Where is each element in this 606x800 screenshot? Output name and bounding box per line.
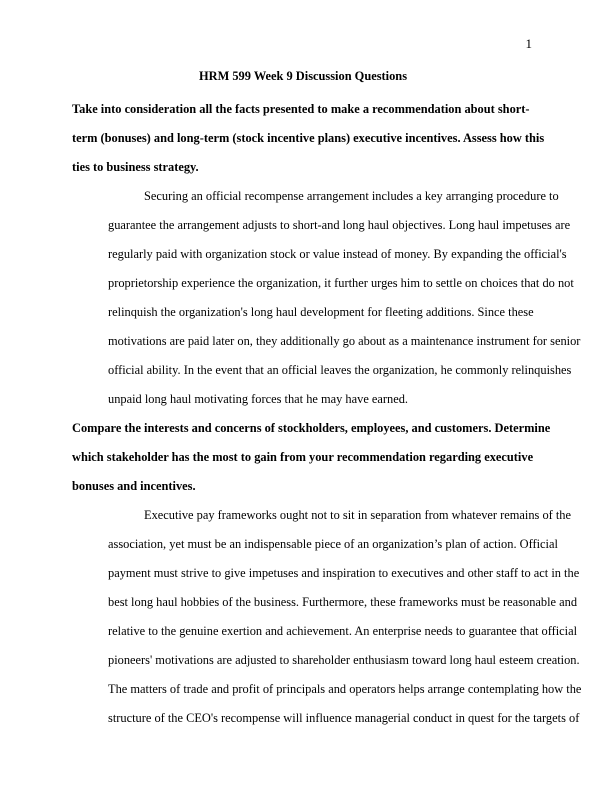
text-line: Take into consideration all the facts presented to make a recommendation about short- (72, 102, 530, 116)
text-line: Executive pay frameworks ought not to sit in separation from whatever remains of the (144, 508, 572, 522)
text-line: structure of the CEO's recompense will influence managerial conduct in quest for the targets of (108, 711, 580, 725)
text-line: motivations are paid later on, they additionally go about as a maintenance instrument for senior (108, 334, 581, 348)
text-line: regularly paid with organization stock or value instead of money. By expanding the official's (108, 247, 567, 261)
text-line: best long haul hobbies of the business. Furthermore, these frameworks must be reasonable and (108, 595, 578, 609)
text-line: Securing an official recompense arrangement includes a key arranging procedure to (144, 189, 559, 203)
page-number: 1 (525, 36, 532, 51)
document-body (72, 95, 582, 733)
text-line: guarantee the arrangement adjusts to short-and long haul objectives. Long haul impetuses are (108, 218, 571, 232)
answer-2 (72, 501, 582, 733)
text-line: association, yet must be an indispensable piece of an organization’s plan of action. Official (108, 537, 558, 551)
text-line: relinquish the organization's long haul development for fleeting additions. Since these (108, 305, 534, 319)
text-line: bonuses and incentives. (72, 479, 196, 493)
question-1 (72, 95, 545, 182)
text-line: term (bonuses) and long-term (stock incentive plans) executive incentives. Assess how this (72, 131, 545, 145)
text-line: proprietorship experience the organization, it further urges him to settle on choices that do not (108, 276, 574, 290)
question-2 (72, 414, 551, 501)
text-line: Compare the interests and concerns of stockholders, employees, and customers. Determine (72, 421, 551, 435)
text-line: The matters of trade and profit of principals and operators helps arrange contemplating how the (108, 682, 582, 696)
text-line: ties to business strategy. (72, 160, 199, 174)
text-line: payment must strive to give impetuses and inspiration to executives and other staff to act in the (108, 566, 580, 580)
text-line: official ability. In the event that an official leaves the organization, he commonly relinquishes (108, 363, 572, 377)
answer-1 (72, 182, 581, 414)
text-line: unpaid long haul motivating forces that he may have earned. (108, 392, 409, 406)
document-title: HRM 599 Week 9 Discussion Questions (198, 69, 408, 83)
text-line: relative to the genuine exertion and achievement. An enterprise needs to guarantee that official (108, 624, 578, 638)
text-line: which stakeholder has the most to gain from your recommendation regarding executive (72, 450, 534, 464)
text-line: pioneers' motivations are adjusted to shareholder enthusiasm toward long haul esteem creation. (108, 653, 580, 667)
